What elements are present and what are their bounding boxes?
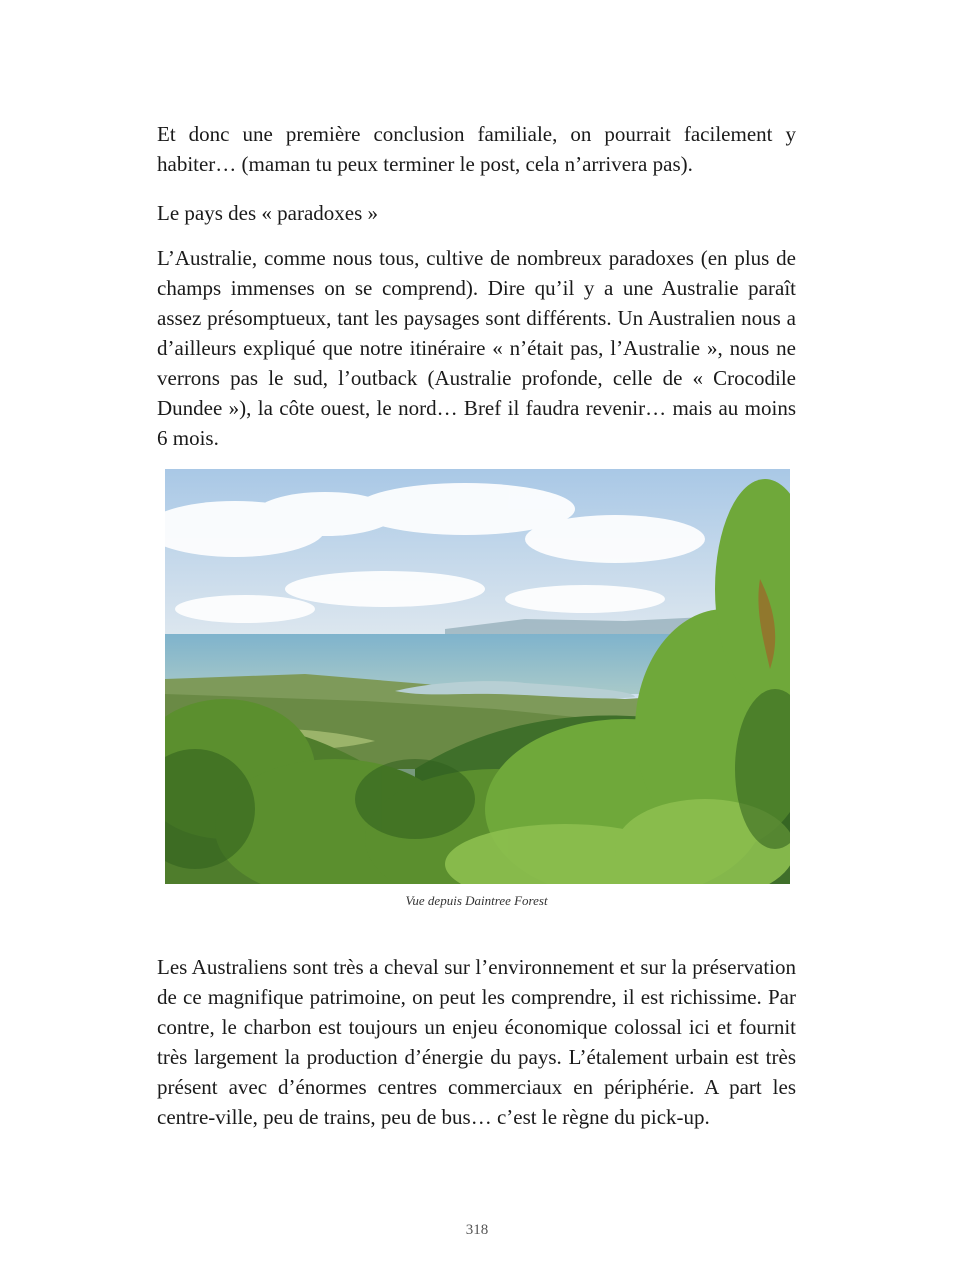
paragraph-family-conclusion bbox=[157, 119, 796, 179]
paragraph-text: Et donc une première conclusion familiale, on pourrait facilement y habiter… (maman tu peux terminer le post, cela n’arrivera pas). bbox=[157, 122, 796, 176]
landscape-photo bbox=[165, 469, 790, 884]
page-number: 318 bbox=[465, 1222, 489, 1238]
section-heading bbox=[157, 198, 796, 228]
paragraph-text: L’Australie, comme nous tous, cultive de nombreux paradoxes (en plus de champs immenses on se comprend). Dire qu’il y a une Australie paraît assez présomptueux, tant les paysages sont différents. Un Australien nous a d’ailleurs expliqué que notre itinéraire « n’était pas, l’Australie », nous ne verrons pas le sud, l’outback (Australie profonde, celle de « Crocodile Dundee »), la côte ouest, le nord… Bref il faudra revenir… mais au moins 6 mois. bbox=[157, 246, 796, 450]
paragraph-paradoxes bbox=[157, 243, 796, 453]
section-heading-text: Le pays des « paradoxes » bbox=[157, 201, 379, 225]
photo-caption: Vue depuis Daintree Forest bbox=[405, 893, 548, 908]
paragraph-environment bbox=[157, 952, 796, 1132]
paragraph-text: Les Australiens sont très a cheval sur l’environnement et sur la préservation de ce magnifique patrimoine, on peut les comprendre, il est richissime. Par contre, le charbon est toujours un enjeu économique colossal ici et fournit très largement la production d’énergie du pays. L’étalement urbain est très présent avec d’énormes centres commerciaux en périphérie. A part les centre-ville, peu de trains, peu de bus… c’est le règne du pick-up. bbox=[157, 955, 796, 1129]
